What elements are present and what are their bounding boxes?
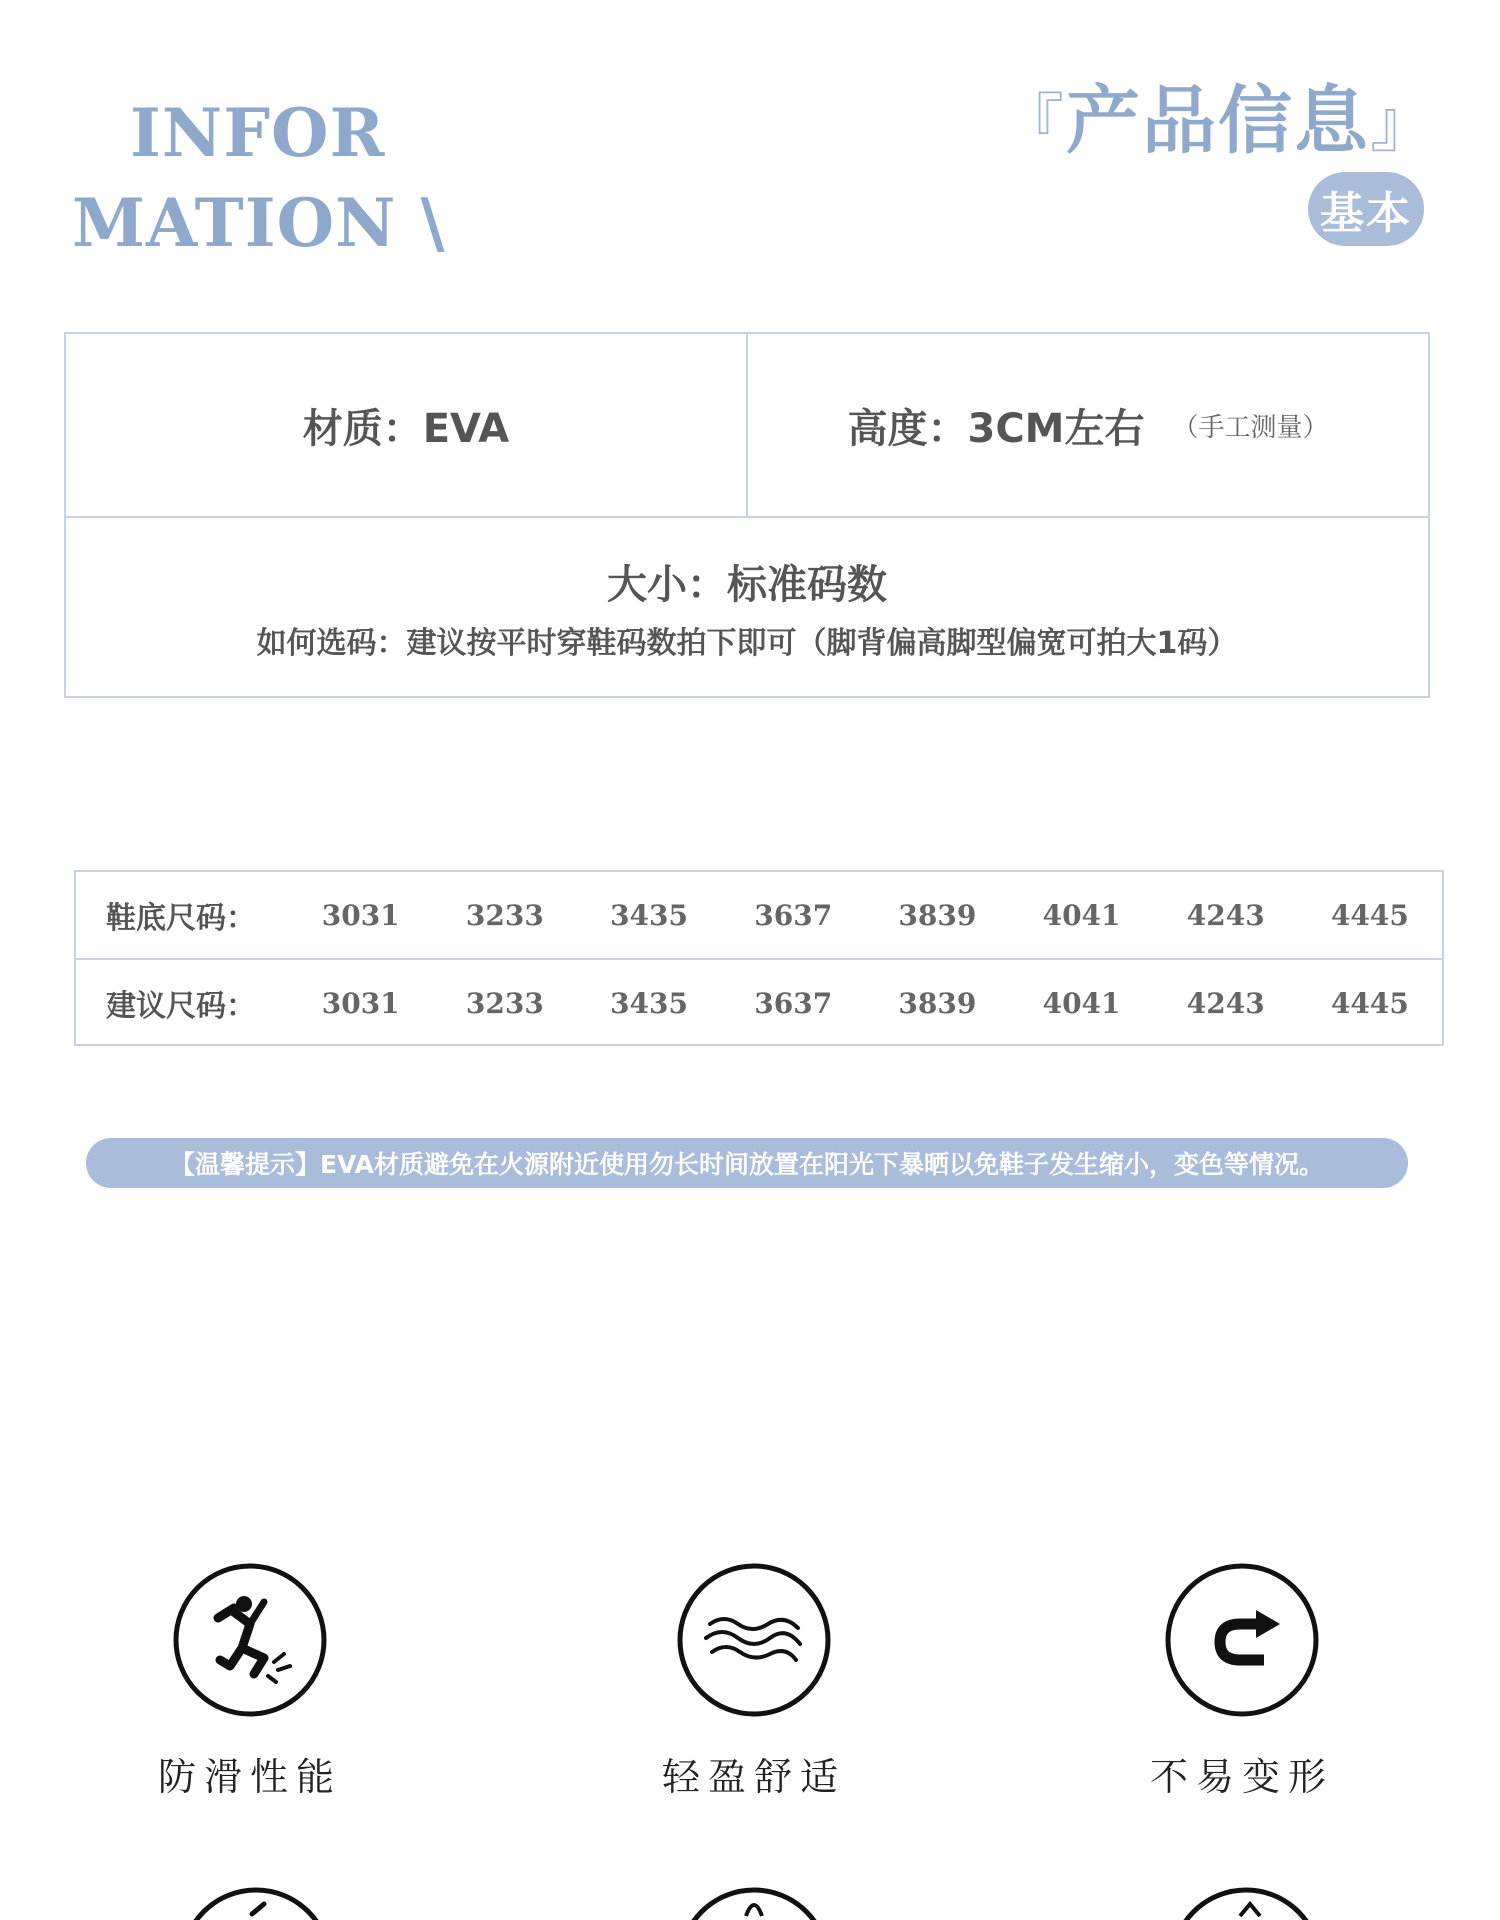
bracket-close: 』 (1370, 88, 1436, 162)
page-title-text: 产品信息 (1066, 78, 1370, 164)
feature-no-deform (1092, 1562, 1392, 1801)
size-value: 3839 (898, 986, 977, 1020)
warm-tip-banner: 【温馨提示】EVA材质避免在火源附近使用勿长时间放置在阳光下暴晒以免鞋子发生缩小，变色等情况。 (86, 1138, 1408, 1188)
size-value: 3031 (321, 898, 400, 932)
info-table (64, 332, 1430, 698)
partial-circle-icon (178, 1886, 334, 1920)
size-value: 4041 (1042, 986, 1121, 1020)
material-cell (66, 334, 746, 516)
feature-label: 轻盈舒适 (661, 1755, 846, 1799)
info-row-size (66, 518, 1428, 696)
row-label: 鞋底尺码： (106, 901, 256, 936)
size-value: 3233 (465, 898, 544, 932)
material-text: 材质：EVA (302, 405, 510, 452)
size-value: 4243 (1186, 986, 1265, 1020)
bracket-open: 『 (1000, 88, 1066, 162)
size-table (74, 870, 1444, 1046)
english-title-line1: INFOR (130, 94, 386, 172)
size-value: 4445 (1330, 986, 1409, 1020)
height-cell (746, 334, 1428, 516)
english-title (72, 88, 452, 268)
table-row (76, 958, 1442, 1046)
info-row-top (66, 334, 1428, 518)
feature-label: 防滑性能 (157, 1755, 342, 1799)
size-value: 3435 (610, 986, 689, 1020)
size-tip: 如何选码：建议按平时穿鞋码数拍下即可（脚背偏高脚型偏宽可拍大1码） (256, 625, 1238, 661)
size-value: 3637 (754, 986, 833, 1020)
size-value: 3637 (754, 898, 833, 932)
size-value: 3233 (465, 986, 544, 1020)
page-title (1000, 62, 1436, 168)
height-text: 高度：3CM左右 (847, 405, 1145, 452)
return-arrow-icon (1164, 1562, 1320, 1718)
height-note: （手工测量） (1172, 412, 1329, 443)
partial-circle-icon (676, 1886, 832, 1920)
english-title-line2: MATION \ (72, 184, 446, 262)
size-value: 4243 (1186, 898, 1265, 932)
size-text: 大小：标准码数 (607, 561, 887, 608)
feature-lightweight (604, 1562, 904, 1801)
size-value: 3031 (321, 986, 400, 1020)
row-label: 建议尺码： (106, 989, 256, 1024)
partial-circle-icon (1168, 1886, 1324, 1920)
size-value: 4041 (1042, 898, 1121, 932)
size-value: 4445 (1330, 898, 1409, 932)
size-value: 3435 (610, 898, 689, 932)
wave-icon (676, 1562, 832, 1718)
size-value: 3839 (898, 898, 977, 932)
table-row (76, 872, 1442, 958)
anti-slip-icon (172, 1562, 328, 1718)
feature-anti-slip (100, 1562, 400, 1801)
basic-badge: 基本 (1308, 172, 1424, 246)
feature-label: 不易变形 (1149, 1755, 1334, 1799)
